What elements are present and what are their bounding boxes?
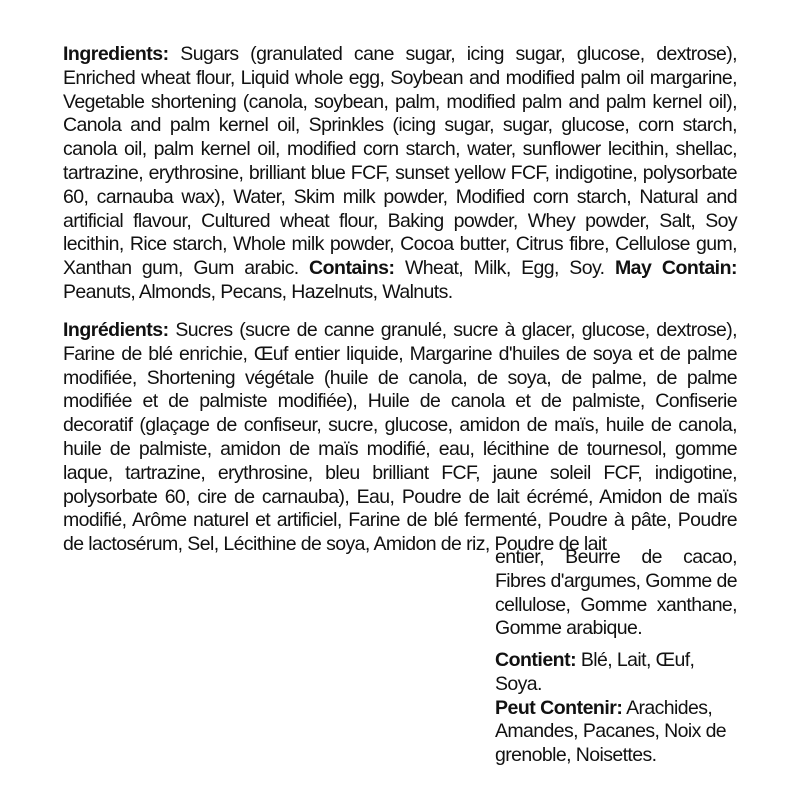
- french-ingredients-heading: Ingrédients:: [63, 319, 169, 341]
- french-ingredients-continuation: entier, Beurre de cacao, Fibres d'argumes, Gomme de cellulose, Gomme xanthane, Gomme arabique.: [495, 546, 737, 640]
- french-may-contain-list: Arachides, Amandes, Pacanes, Noix de grenoble, Noisettes.: [495, 696, 727, 767]
- english-may-contain-list: Peanuts, Almonds, Pecans, Hazelnuts, Walnuts.: [63, 280, 453, 303]
- english-contains-list: Wheat, Milk, Egg, Soy.: [404, 257, 605, 280]
- french-allergen-block: [495, 649, 745, 768]
- french-ingredients-list: Sucres (sucre de canne granulé, sucre à glacer, glucose, dextrose), Farine de blé enrichie, Œuf entier liquide, Margarine d'huiles de soya et de palme modifiée, Shortening végétale (huile de canola, de soya, de palme, de palme modifiée et de palmiste modifiée), Huile de canola et de palmiste, Confiserie decoratif (glaçage de confiseur, sucre, glucose, amidon de maïs, huile de canola, huile de palmiste, amidon de maïs modifié, eau, lécithine de tournesol, gomme laque, tartrazine, erythrosine, bleu brilliant FCF, jaune soleil FCF, indigotine, polysorbate 60, cire de carnauba), Eau, Poudre de lait écrémé, Amidon de maïs modifié, Arôme naturel et artificiel, Farine de blé fermenté, Poudre à pâte, Poudre de lactosérum, Sel, Lécithine de soya, Amidon de riz, Poudre de lait: [63, 319, 737, 556]
- french-may-contain-heading: Peut Contenir:: [495, 696, 623, 719]
- french-contains-line: [495, 649, 745, 697]
- french-contains-list: Blé, Lait, Œuf, Soya.: [495, 649, 695, 695]
- french-ingredients-block: [63, 319, 737, 557]
- english-ingredients-list: Sugars (granulated cane sugar, icing sugar, glucose, dextrose), Enriched wheat flour, Liquid whole egg, Soybean and modified palm oil margarine, Vegetable shortening (canola, soybean, palm, modified palm and palm kernel oil), Canola and palm kernel oil, Sprinkles (icing sugar, sugar, glucose, corn starch, canola oil, palm kernel oil, modified corn starch, water, sunflower lecithin, shellac, tartrazine, erythrosine, brilliant blue FCF, sunset yellow FCF, indigotine, polysorbate 60, carnauba wax), Water, Skim milk powder, Modified corn starch, Natural and artificial flavour, Cultured wheat flour, Baking powder, Whey powder, Salt, Soy lecithin, Rice starch, Whole milk powder, Cocoa butter, Citrus fibre, Cellulose gum, Xanthan gum, Gum arabic.: [63, 43, 737, 280]
- french-may-contain-line: [495, 697, 745, 768]
- french-contains-heading: Contient:: [495, 649, 577, 671]
- english-may-contain-heading: May Contain:: [614, 257, 737, 280]
- english-ingredients-heading: Ingredients:: [63, 43, 169, 65]
- english-contains-heading: Contains:: [309, 257, 395, 280]
- english-ingredients-block: [63, 43, 737, 305]
